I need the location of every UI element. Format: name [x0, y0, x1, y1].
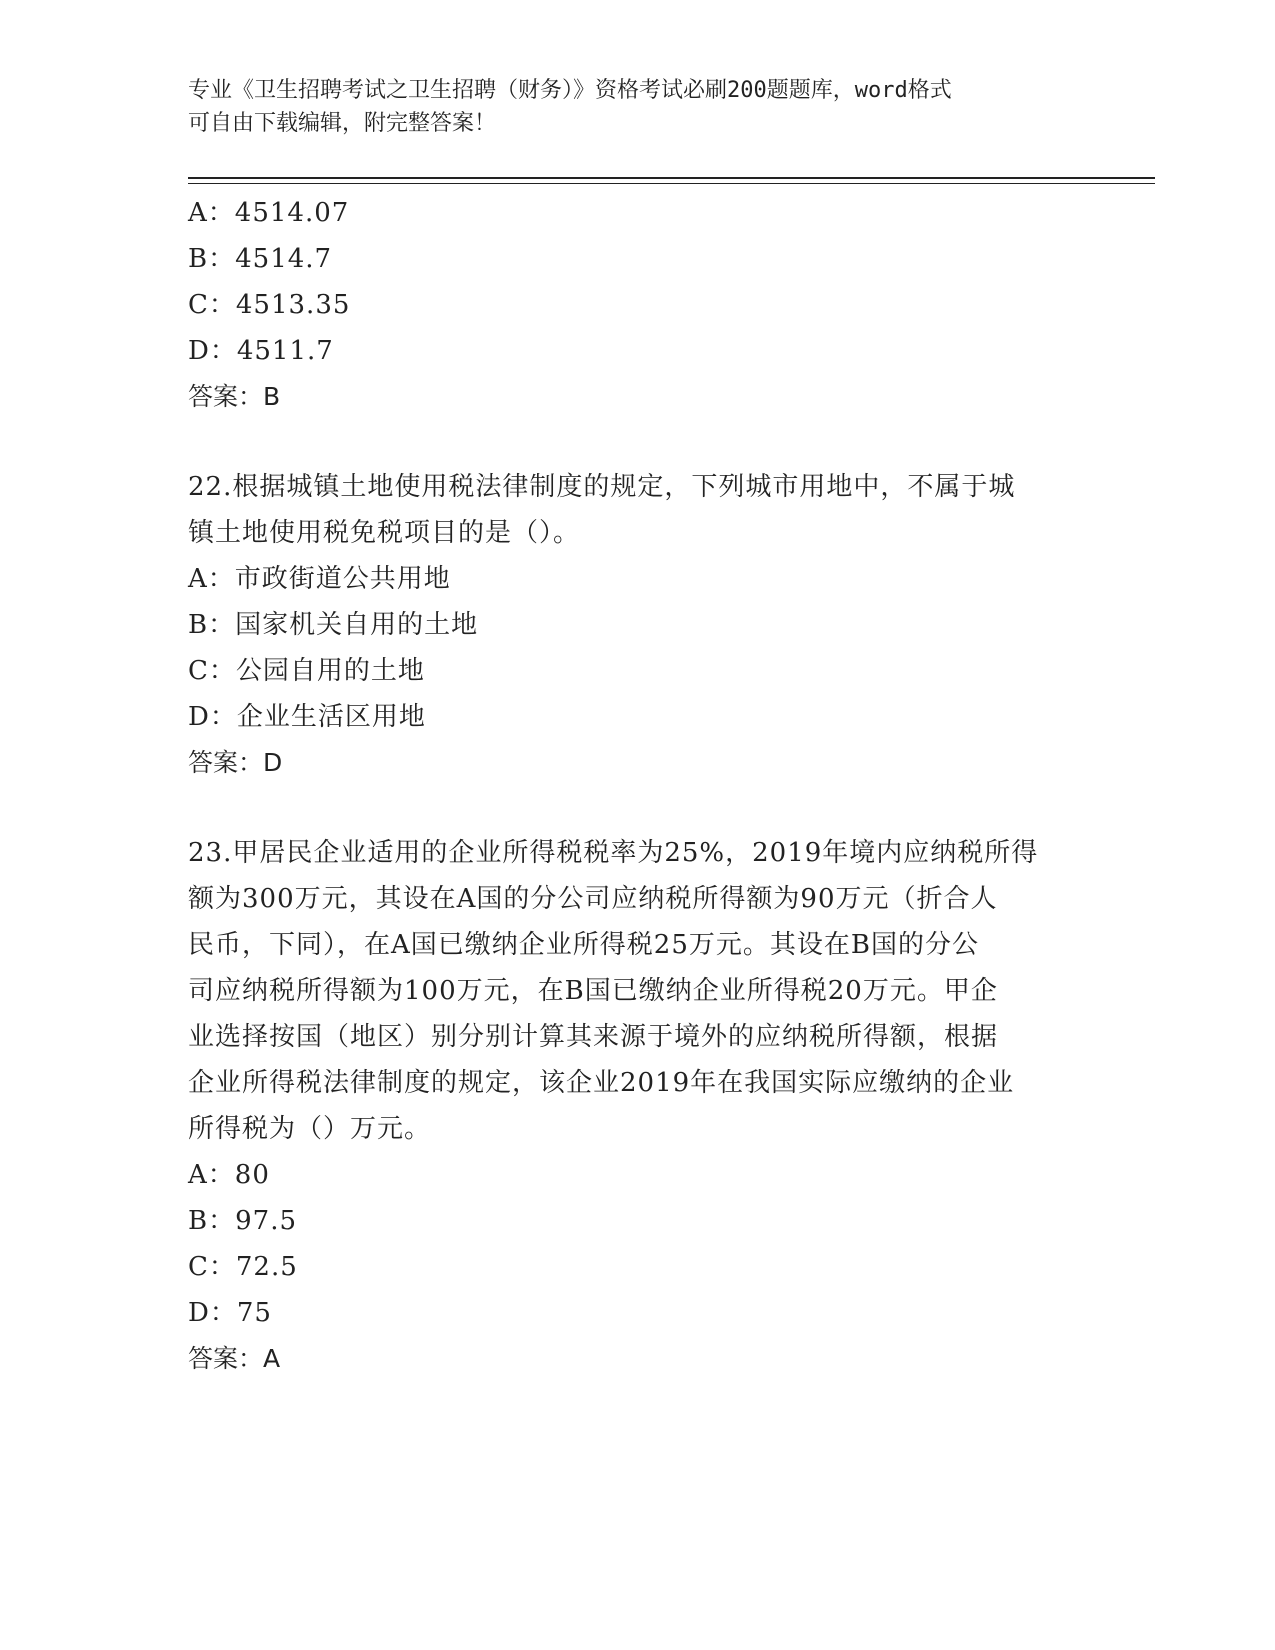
option-d: D：75	[188, 1298, 272, 1328]
answer-line: 答案：A	[188, 1344, 281, 1373]
option-b: B：97.5	[188, 1206, 297, 1236]
header-line-2: 可自由下载编辑，附完整答案！	[188, 111, 497, 136]
answer-line: 答案：B	[188, 382, 281, 411]
option-d: D：4511.7	[188, 336, 334, 366]
question-text-line: 所得税为（）万元。	[188, 1114, 432, 1144]
option-c: C：4513.35	[188, 290, 351, 320]
question-text-line: 23.甲居民企业适用的企业所得税税率为25%，2019年境内应纳税所得	[188, 838, 1039, 868]
header-divider-thin	[188, 183, 1155, 184]
question-text-line: 22.根据城镇土地使用税法律制度的规定，下列城市用地中，不属于城	[188, 472, 1016, 502]
option-c: C：公园自用的土地	[188, 656, 425, 686]
option-d: D：企业生活区用地	[188, 702, 426, 732]
option-a: A：4514.07	[188, 198, 350, 228]
question-text-line: 镇土地使用税免税项目的是（）。	[188, 518, 581, 548]
option-c: C：72.5	[188, 1252, 298, 1282]
option-b: B：国家机关自用的土地	[188, 610, 479, 640]
question-text-line: 额为300万元，其设在A国的分公司应纳税所得额为90万元（折合人	[188, 884, 998, 914]
spacer	[188, 786, 1088, 830]
question-23-block	[188, 830, 1088, 1382]
document-header	[188, 74, 1088, 140]
question-text-line: 业选择按国（地区）别分别计算其来源于境外的应纳税所得额，根据	[188, 1022, 999, 1052]
question-text-line: 司应纳税所得额为100万元，在B国已缴纳企业所得税20万元。甲企	[188, 976, 998, 1006]
header-divider-thick	[188, 177, 1155, 179]
header-line-1: 专业《卫生招聘考试之卫生招聘（财务）》资格考试必刷200题题库，word格式	[188, 78, 952, 103]
question-21-block	[188, 190, 1088, 420]
document-body	[188, 190, 1088, 1382]
answer-line: 答案：D	[188, 748, 283, 777]
spacer	[188, 420, 1088, 464]
option-b: B：4514.7	[188, 244, 333, 274]
question-22-block	[188, 464, 1088, 786]
option-a: A：80	[188, 1160, 270, 1190]
question-text-line: 民币，下同），在A国已缴纳企业所得税25万元。其设在B国的分公	[188, 930, 979, 960]
option-a: A：市政街道公共用地	[188, 564, 451, 594]
question-text-line: 企业所得税法律制度的规定，该企业2019年在我国实际应缴纳的企业	[188, 1068, 1015, 1098]
